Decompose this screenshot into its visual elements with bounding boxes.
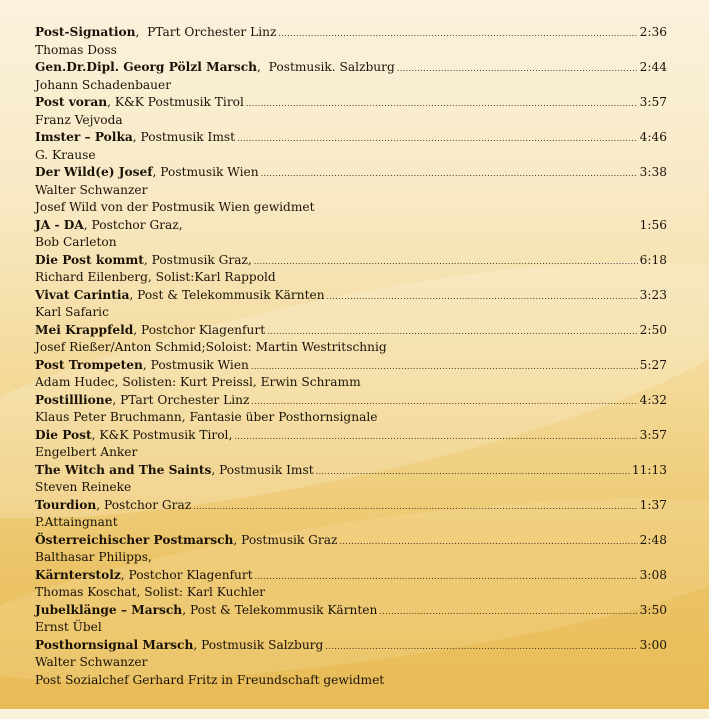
track-duration: 2:48 [639,532,667,547]
track-duration: 1:37 [639,497,667,512]
separator: , [142,357,151,372]
track-duration: 1:56 [639,217,667,232]
track-title: Post-Signation [35,25,136,39]
separator: , [143,252,152,267]
separator: , [129,287,138,302]
track-performer: Postmusik Imst [219,462,314,477]
dot-leader [237,130,638,148]
separator: , [112,392,121,407]
track-title: JA - DA [35,217,84,232]
separator: , [120,567,129,582]
track-row [35,392,667,410]
track-performer: Postmusik Graz, [151,252,252,267]
dot-leader [251,393,637,411]
dot-leader [254,253,638,271]
separator: , [107,95,115,109]
dot-leader [397,60,638,78]
dot-leader [379,603,637,621]
track-title: Mei Krappfeld [35,322,134,337]
track-title: Tourdion [35,497,97,512]
track-performer: Postmusik Salzburg [201,637,324,652]
separator: , [135,25,148,39]
track-duration: 3:08 [639,567,667,582]
track-credit: Ernst Übel [35,620,102,634]
track-credit: P.Attaingnant [35,515,118,529]
track-performer: Postchor Klagenfurt [128,567,253,582]
track-duration: 3:57 [639,95,667,109]
separator: , [91,427,100,442]
track-row [35,59,667,77]
separator: , [233,532,242,547]
dot-leader [234,428,637,446]
track-duration: 4:32 [639,392,667,407]
dot-leader [193,498,637,516]
track-row [35,322,667,340]
track-duration: 3:50 [639,602,667,617]
track-title: Der Wild(e) Josef [35,165,153,179]
track-credit: Bob Carleton [35,235,117,249]
track-credit: Engelbert Anker [35,445,138,459]
track-title: Postilllione [35,392,113,407]
separator: , [132,130,141,144]
track-row [35,287,667,305]
track-performer: Postchor Graz [103,497,192,512]
track-duration: 2:44 [639,60,667,74]
track-performer: Post & Telekommusik Kärnten [189,602,378,617]
track-row [35,567,667,585]
dot-leader [251,358,638,376]
track-credit: Balthasar Philipps, [35,550,152,564]
track-row [35,427,667,445]
dot-leader [339,533,637,551]
track-duration: 5:27 [639,357,667,372]
track-list [35,24,667,689]
track-performer: Postmusik Wien [160,165,259,179]
track-credit: Steven Reineke [35,480,132,494]
separator: , [211,462,220,477]
separator: , [182,602,190,617]
track-title: Imster – Polka [35,130,133,144]
track-performer: PTart Orchester Linz [120,392,250,407]
track-credit: G. Krause [35,147,96,162]
track-credit: Josef Rießer/Anton Schmid;Soloist: Martin Westritschnig [35,340,387,354]
track-title: Die Post kommt [35,252,144,267]
track-row [35,24,667,42]
track-row [35,602,667,620]
separator: , [83,217,92,232]
track-title: Vivat Carintia [35,287,130,302]
dot-leader [278,25,637,43]
track-row [35,217,667,235]
track-row [35,94,667,112]
separator: , [152,165,161,179]
track-row [35,164,667,182]
track-credit: Josef Wild von der Postmusik Wien gewidmet [35,200,315,214]
track-performer: Postmusik Imst [140,130,236,144]
track-duration: 3:38 [639,165,667,179]
dot-leader [267,323,638,341]
track-performer: Postchor Klagenfurt [140,322,266,337]
track-credit: Adam Hudec, Solisten: Kurt Preissl, Erwin Schramm [35,375,361,389]
track-performer: Postmusik Graz [241,532,338,547]
track-row [35,532,667,550]
separator: , [193,637,202,652]
track-row [35,129,667,147]
track-performer: K&K Postmusik Tirol [114,95,244,109]
track-credit: Klaus Peter Bruchmann, Fantasie über Posthornsignale [35,410,378,424]
track-credit: Walter Schwanzer [35,182,148,197]
track-performer: Post & Telekommusik Kärnten [137,287,325,302]
track-duration: 2:36 [639,25,667,39]
track-row [35,637,667,655]
track-row [35,252,667,270]
track-row [35,497,667,515]
track-credit: Karl Safaric [35,305,109,319]
track-duration: 2:50 [639,322,667,337]
track-title: Österreichischer Postmarsch [35,532,234,547]
track-duration: 3:57 [639,427,667,442]
dot-leader [316,463,630,481]
track-title: Die Post [35,427,92,442]
track-duration: 11:13 [631,462,667,477]
track-credit: Thomas Koschat, Solist: Karl Kuchler [35,585,266,599]
track-performer: K&K Postmusik Tirol, [99,427,233,442]
track-performer: Postmusik Wien [150,357,249,372]
dot-leader [327,288,638,306]
track-credit: Richard Eilenberg, Solist:Karl Rappold [35,270,276,284]
separator: , [257,60,269,74]
track-credit: Franz Vejvoda [35,112,123,127]
track-credit: Walter Schwanzer [35,655,148,669]
track-title: Posthornsignal Marsch [35,637,194,652]
track-title: Gen.Dr.Dipl. Georg Pölzl Marsch [35,60,258,74]
dot-leader [261,165,638,183]
dot-leader [255,568,638,586]
track-duration: 4:46 [639,130,667,144]
track-credit: Thomas Doss [35,42,117,57]
track-duration: 3:00 [639,637,667,652]
separator: , [96,497,104,512]
dot-leader [246,95,638,113]
track-row [35,357,667,375]
track-credit: Johann Schadenbauer [35,77,172,92]
separator: , [133,322,141,337]
track-title: Post Trompeten [35,357,143,372]
track-title: Kärnterstolz [35,567,121,582]
track-performer: Postchor Graz, [91,217,183,232]
track-duration: 6:18 [639,252,667,267]
dot-leader [325,638,637,656]
track-credit: Post Sozialchef Gerhard Fritz in Freundschaft gewidmet [35,672,385,687]
track-performer: PTart Orchester Linz [147,25,277,39]
track-title: The Witch and The Saints [35,462,212,477]
track-title: Post voran [35,95,108,109]
track-row [35,462,667,480]
track-title: Jubelklänge – Marsch [35,602,183,617]
track-duration: 3:23 [639,287,667,302]
track-performer: Postmusik. Salzburg [268,60,395,74]
